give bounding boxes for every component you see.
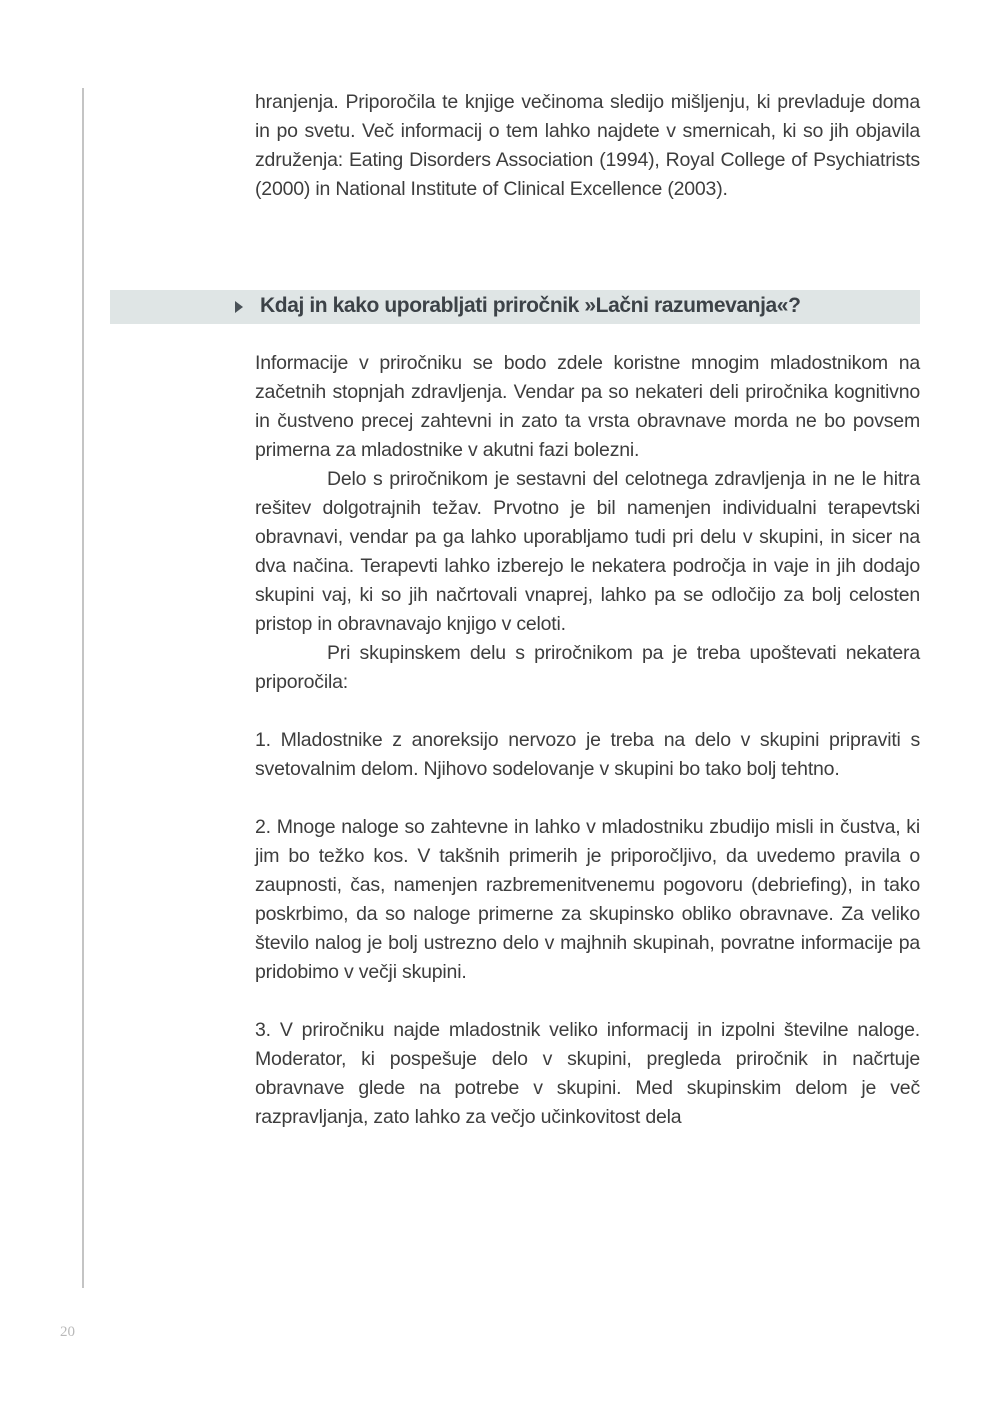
list-item: 2. Mnoge naloge so zahtevne in lahko v mladostniku zbudijo misli in čustva, ki jim bo težko kos. V takšnih primerih je priporočljivo, da uvedemo pravila o zaupnosti, čas, namenjen razbremenitvenemu pogovoru (debriefing), in tako poskrbimo, da so naloge primerne za skupinsko obliko obravnave. Za veliko število nalog je bolj ustrezno delo v majhnih skupinah, povratne informacije pa pridobimo v večji skupini.	[255, 816, 920, 983]
list-item: 1. Mladostnike z anoreksijo nervozo je treba na delo v skupini pripraviti s svetovalnim delom. Njihovo sodelovanje v skupini bo tako bolj tehtno.	[255, 729, 920, 780]
body-paragraph: Pri skupinskem delu s priročnikom pa je treba upoštevati nekatera priporočila:	[255, 642, 920, 693]
section-heading-bar	[110, 290, 920, 324]
margin-rule	[82, 88, 84, 1288]
intro-text	[255, 88, 920, 204]
triangle-right-icon	[235, 301, 243, 313]
intro-paragraph: hranjenja. Priporočila te knjige večinoma sledijo mišljenju, ki prevladuje doma in po svetu. Več informacij o tem lahko najdete v smernicah, ki so jih objavila združenja: Eating Disorders Association (1994), Royal College of Psychiatrists (2000) in National Institute of Clinical Excellence (2003).	[255, 91, 920, 200]
body-paragraph: Delo s priročnikom je sestavni del celotnega zdravljenja in ne le hitra rešitev dolgotrajnih težav. Prvotno je bil namenjen individualni terapevtski obravnavi, vendar pa ga lahko uporabljamo tudi pri delu v skupini, in sicer na dva načina. Terapevti lahko izberejo le nekatera področja in vaje in jih dodajo skupini vaj, ki so jih načrtovali vnaprej, lahko pa se odločijo za bolj celosten pristop in obravnavajo knjigo v celoti.	[255, 468, 920, 635]
list-item: 3. V priročniku najde mladostnik veliko informacij in izpolni številne naloge. Moderator, ki pospešuje delo v skupini, pregleda priročnik in načrtuje obravnave glede na potrebe v skupini. Med skupinskim delom je več razpravljanja, zato lahko za večjo učinkovitost dela	[255, 1019, 920, 1128]
page-number: 20	[60, 1324, 75, 1340]
section-body	[255, 349, 920, 1132]
body-paragraph: Informacije v priročniku se bodo zdele koristne mnogim mladostnikom na začetnih stopnjah zdravljenja. Vendar pa so nekateri deli priročnika kognitivno in čustveno precej zahtevni in zato ta vrsta obravnave morda ne bo povsem primerna za mladostnike v akutni fazi bolezni.	[255, 352, 920, 461]
section-title: Kdaj in kako uporabljati priročnik »Lačni razumevanja«?	[260, 294, 801, 317]
